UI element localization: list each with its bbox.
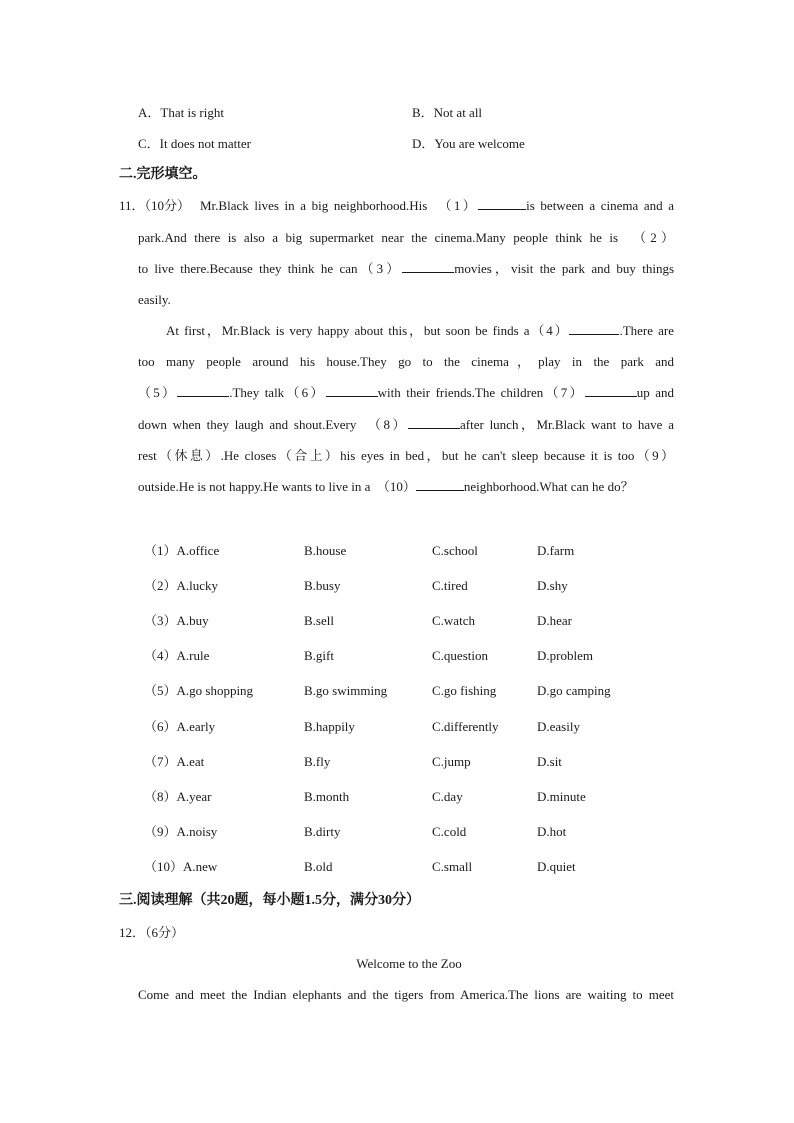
choice-a: （9）A.noisy	[144, 824, 218, 839]
text-run: （5）	[138, 385, 178, 400]
choice-b: B.go swimming	[304, 683, 388, 698]
choice-c: C.go fishing	[432, 683, 497, 698]
passage-title: Welcome to the Zoo	[356, 956, 462, 971]
choice-b: B.month	[304, 789, 350, 804]
choice-b: B.busy	[304, 578, 341, 593]
choice-c: C.jump	[432, 754, 471, 769]
choice-a: （7）A.eat	[144, 754, 205, 769]
passage-line	[166, 323, 674, 339]
choice-d: D.minute	[537, 789, 586, 804]
choice-d: D.quiet	[537, 859, 576, 874]
answer-blank	[478, 198, 526, 210]
choice-d: D.shy	[537, 578, 568, 593]
text-run: park.And there is also a big supermarket near the cinema.Many people think he is （2）	[138, 230, 674, 245]
choice-d: D.problem	[537, 648, 593, 663]
choice-c: C.small	[432, 859, 473, 874]
text-run: .There are	[619, 323, 674, 338]
choice-b: B.gift	[304, 648, 334, 663]
passage-line	[138, 261, 674, 277]
answer-blank	[326, 385, 378, 397]
option-b: B．Not at all	[412, 105, 483, 120]
option-a: A．That is right	[138, 105, 224, 120]
text-run: At first，Mr.Black is very happy about this，but soon be finds a（4）	[166, 323, 570, 338]
choice-a: （6）A.early	[144, 719, 216, 734]
answer-blank	[402, 261, 454, 273]
choice-d: D.hear	[537, 613, 573, 628]
text-run: rest（休息）.He closes（合上）his eyes in bed，but he can't sleep because it is too（9）	[138, 448, 674, 463]
choice-row	[144, 613, 644, 629]
choice-d: D.easily	[537, 719, 580, 734]
passage-line	[138, 292, 674, 308]
choice-row	[144, 789, 644, 805]
choice-c: C.question	[432, 648, 488, 663]
passage-line	[138, 448, 674, 464]
answer-blank	[569, 323, 619, 335]
choice-row	[144, 578, 644, 594]
passage-line	[138, 385, 674, 401]
text-run: after lunch，Mr.Black want to have a	[459, 417, 674, 432]
answer-blank	[177, 385, 229, 397]
choice-row	[144, 719, 644, 735]
choice-row	[144, 648, 644, 664]
choice-c: C.watch	[432, 613, 475, 628]
choice-b: B.dirty	[304, 824, 341, 839]
choice-b: B.fly	[304, 754, 331, 769]
choice-row	[144, 859, 644, 875]
passage-line	[138, 417, 674, 433]
text-run: too many people around his house.They go to the cinema，play in the park and	[138, 354, 674, 369]
text-run: .They talk（6）	[229, 385, 326, 400]
choice-d: D.go camping	[537, 683, 611, 698]
answer-blank	[408, 417, 460, 429]
answer-blank	[585, 385, 637, 397]
passage-line	[200, 198, 674, 214]
choice-c: C.cold	[432, 824, 467, 839]
choice-d: D.hot	[537, 824, 567, 839]
text-run: up and	[636, 385, 674, 400]
choice-c: C.tired	[432, 578, 468, 593]
text-run: to live there.Because they think he can（3）	[138, 261, 403, 276]
choice-a: （2）A.lucky	[144, 578, 219, 593]
text-run: with their friends.The children（7）	[377, 385, 585, 400]
text-run: movies，visit the park and buy things	[454, 261, 675, 276]
choice-b: B.sell	[304, 613, 334, 628]
passage-line	[138, 987, 674, 1003]
choice-a: （3）A.buy	[144, 613, 209, 628]
choice-d: D.farm	[537, 543, 575, 558]
passage-line	[138, 230, 674, 246]
choice-c: C.differently	[432, 719, 499, 734]
choice-d: D.sit	[537, 754, 562, 769]
choice-b: B.old	[304, 859, 333, 874]
passage-line	[138, 354, 674, 370]
choice-row	[144, 543, 644, 559]
answer-blank	[416, 479, 464, 491]
choice-b: B.happily	[304, 719, 355, 734]
option-d: D．You are welcome	[412, 136, 525, 151]
question-number: 11．（10分）	[119, 198, 191, 213]
text-run: easily.	[138, 292, 171, 307]
choice-a: （4）A.rule	[144, 648, 210, 663]
choice-row	[144, 683, 644, 699]
choice-a: （10）A.new	[144, 859, 218, 874]
text-run: neighborhood.What can he do？	[463, 479, 634, 494]
choice-row	[144, 824, 644, 840]
text-run: Mr.Black lives in a big neighborhood.His （1）	[200, 198, 479, 213]
text-run: is between a cinema and a	[526, 198, 675, 213]
choice-a: （8）A.year	[144, 789, 212, 804]
section-heading-cloze: 二.完形填空。	[119, 167, 207, 182]
text-run: outside.He is not happy.He wants to live in a （10）	[138, 479, 416, 494]
choice-row	[144, 754, 644, 770]
section-heading-reading: 三.阅读理解（共20题，每小题1.5分，满分30分）	[119, 893, 420, 908]
choice-c: C.day	[432, 789, 463, 804]
choice-a: （1）A.office	[144, 543, 220, 558]
text-run: down when they laugh and shout.Every （8）	[138, 417, 408, 432]
text-run: Come and meet the Indian elephants and the tigers from America.The lions are waiting to meet	[138, 987, 674, 1002]
choice-a: （5）A.go shopping	[144, 683, 254, 698]
choice-c: C.school	[432, 543, 478, 558]
choice-b: B.house	[304, 543, 347, 558]
option-c: C．It does not matter	[138, 136, 252, 151]
passage-line	[138, 479, 674, 495]
question-number: 12．（6分）	[119, 925, 185, 940]
